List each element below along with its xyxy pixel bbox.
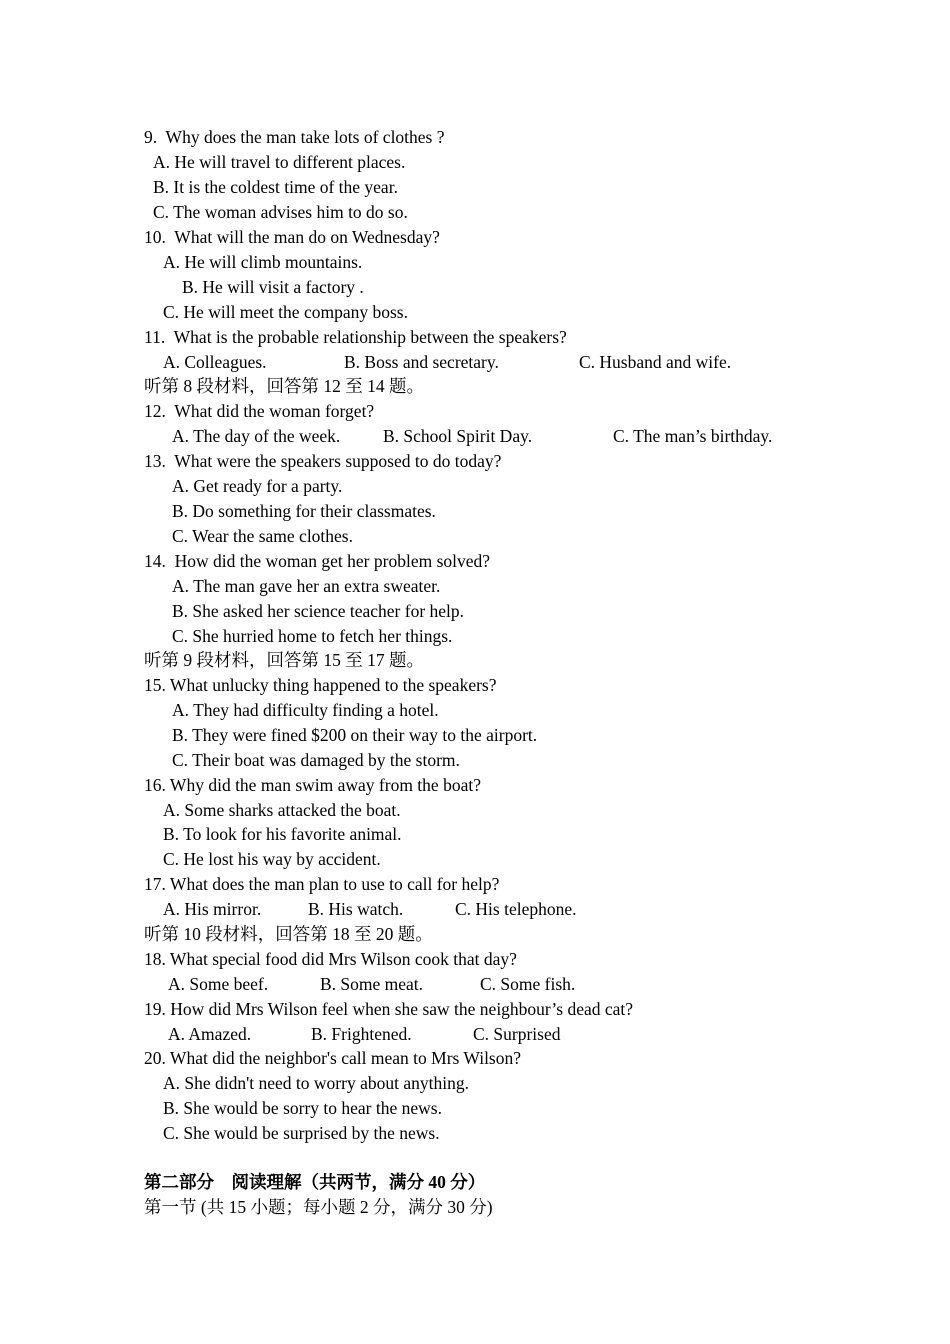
question-20: 20. What did the neighbor's call mean to Mrs Wilson?	[144, 1048, 522, 1068]
question-13: 13. What were the speakers supposed to do today?	[144, 451, 502, 471]
option-18b: B. Some meat.	[320, 974, 424, 994]
option-19c: C. Surprised	[473, 1024, 561, 1044]
option-20b: B. She would be sorry to hear the news.	[163, 1098, 442, 1118]
section-instruction-10: 听第 10 段材料，回答第 18 至 20 题。	[144, 924, 433, 944]
option-14a: A. The man gave her an extra sweater.	[172, 576, 441, 596]
option-10c: C. He will meet the company boss.	[163, 302, 408, 322]
option-16a: A. Some sharks attacked the boat.	[163, 800, 401, 820]
section-instruction-9: 听第 9 段材料，回答第 15 至 17 题。	[144, 650, 424, 670]
option-13a: A. Get ready for a party.	[172, 476, 343, 496]
option-9a: A. He will travel to different places.	[153, 152, 406, 172]
option-11a: A. Colleagues.	[163, 352, 267, 372]
option-20c: C. She would be surprised by the news.	[163, 1123, 440, 1143]
option-14b: B. She asked her science teacher for help.	[172, 601, 465, 621]
question-10: 10. What will the man do on Wednesday?	[144, 227, 440, 247]
option-13c: C. Wear the same clothes.	[172, 526, 353, 546]
option-9b: B. It is the coldest time of the year.	[153, 177, 398, 197]
option-19a: A. Amazed.	[168, 1024, 252, 1044]
option-16b: B. To look for his favorite animal.	[163, 824, 402, 844]
option-14c: C. She hurried home to fetch her things.	[172, 626, 453, 646]
option-12c: C. The man’s birthday.	[613, 426, 773, 446]
option-15b: B. They were fined $200 on their way to the airport.	[172, 725, 538, 745]
option-10b: B. He will visit a factory .	[182, 277, 364, 297]
option-13b: B. Do something for their classmates.	[172, 501, 436, 521]
question-16: 16. Why did the man swim away from the boat?	[144, 775, 481, 795]
question-12: 12. What did the woman forget?	[144, 401, 375, 421]
question-15: 15. What unlucky thing happened to the speakers?	[144, 675, 497, 695]
option-12b: B. School Spirit Day.	[383, 426, 533, 446]
option-11b: B. Boss and secretary.	[344, 352, 499, 372]
option-17a: A. His mirror.	[163, 899, 262, 919]
section-instruction-8: 听第 8 段材料，回答第 12 至 14 题。	[144, 376, 424, 396]
option-11c: C. Husband and wife.	[579, 352, 732, 372]
question-19: 19. How did Mrs Wilson feel when she saw the neighbour’s dead cat?	[144, 999, 634, 1019]
question-11: 11. What is the probable relationship between the speakers?	[144, 327, 567, 347]
option-15a: A. They had difficulty finding a hotel.	[172, 700, 439, 720]
option-18a: A. Some beef.	[168, 974, 269, 994]
question-14: 14. How did the woman get her problem solved?	[144, 551, 491, 571]
question-17: 17. What does the man plan to use to call for help?	[144, 874, 500, 894]
option-16c: C. He lost his way by accident.	[163, 849, 381, 869]
option-20a: A. She didn't need to worry about anything.	[163, 1073, 469, 1093]
option-19b: B. Frightened.	[311, 1024, 412, 1044]
option-18c: C. Some fish.	[480, 974, 576, 994]
option-15c: C. Their boat was damaged by the storm.	[172, 750, 460, 770]
section-one-heading: 第一节 (共 15 小题；每小题 2 分，满分 30 分)	[144, 1197, 493, 1217]
option-9c: C. The woman advises him to do so.	[153, 202, 408, 222]
option-17b: B. His watch.	[308, 899, 404, 919]
question-9: 9. Why does the man take lots of clothes ?	[144, 127, 445, 147]
part-two-heading: 第二部分 阅读理解（共两节，满分 40 分）	[144, 1172, 486, 1192]
option-17c: C. His telephone.	[455, 899, 577, 919]
option-12a: A. The day of the week.	[172, 426, 341, 446]
question-18: 18. What special food did Mrs Wilson cook that day?	[144, 949, 517, 969]
option-10a: A. He will climb mountains.	[163, 252, 363, 272]
